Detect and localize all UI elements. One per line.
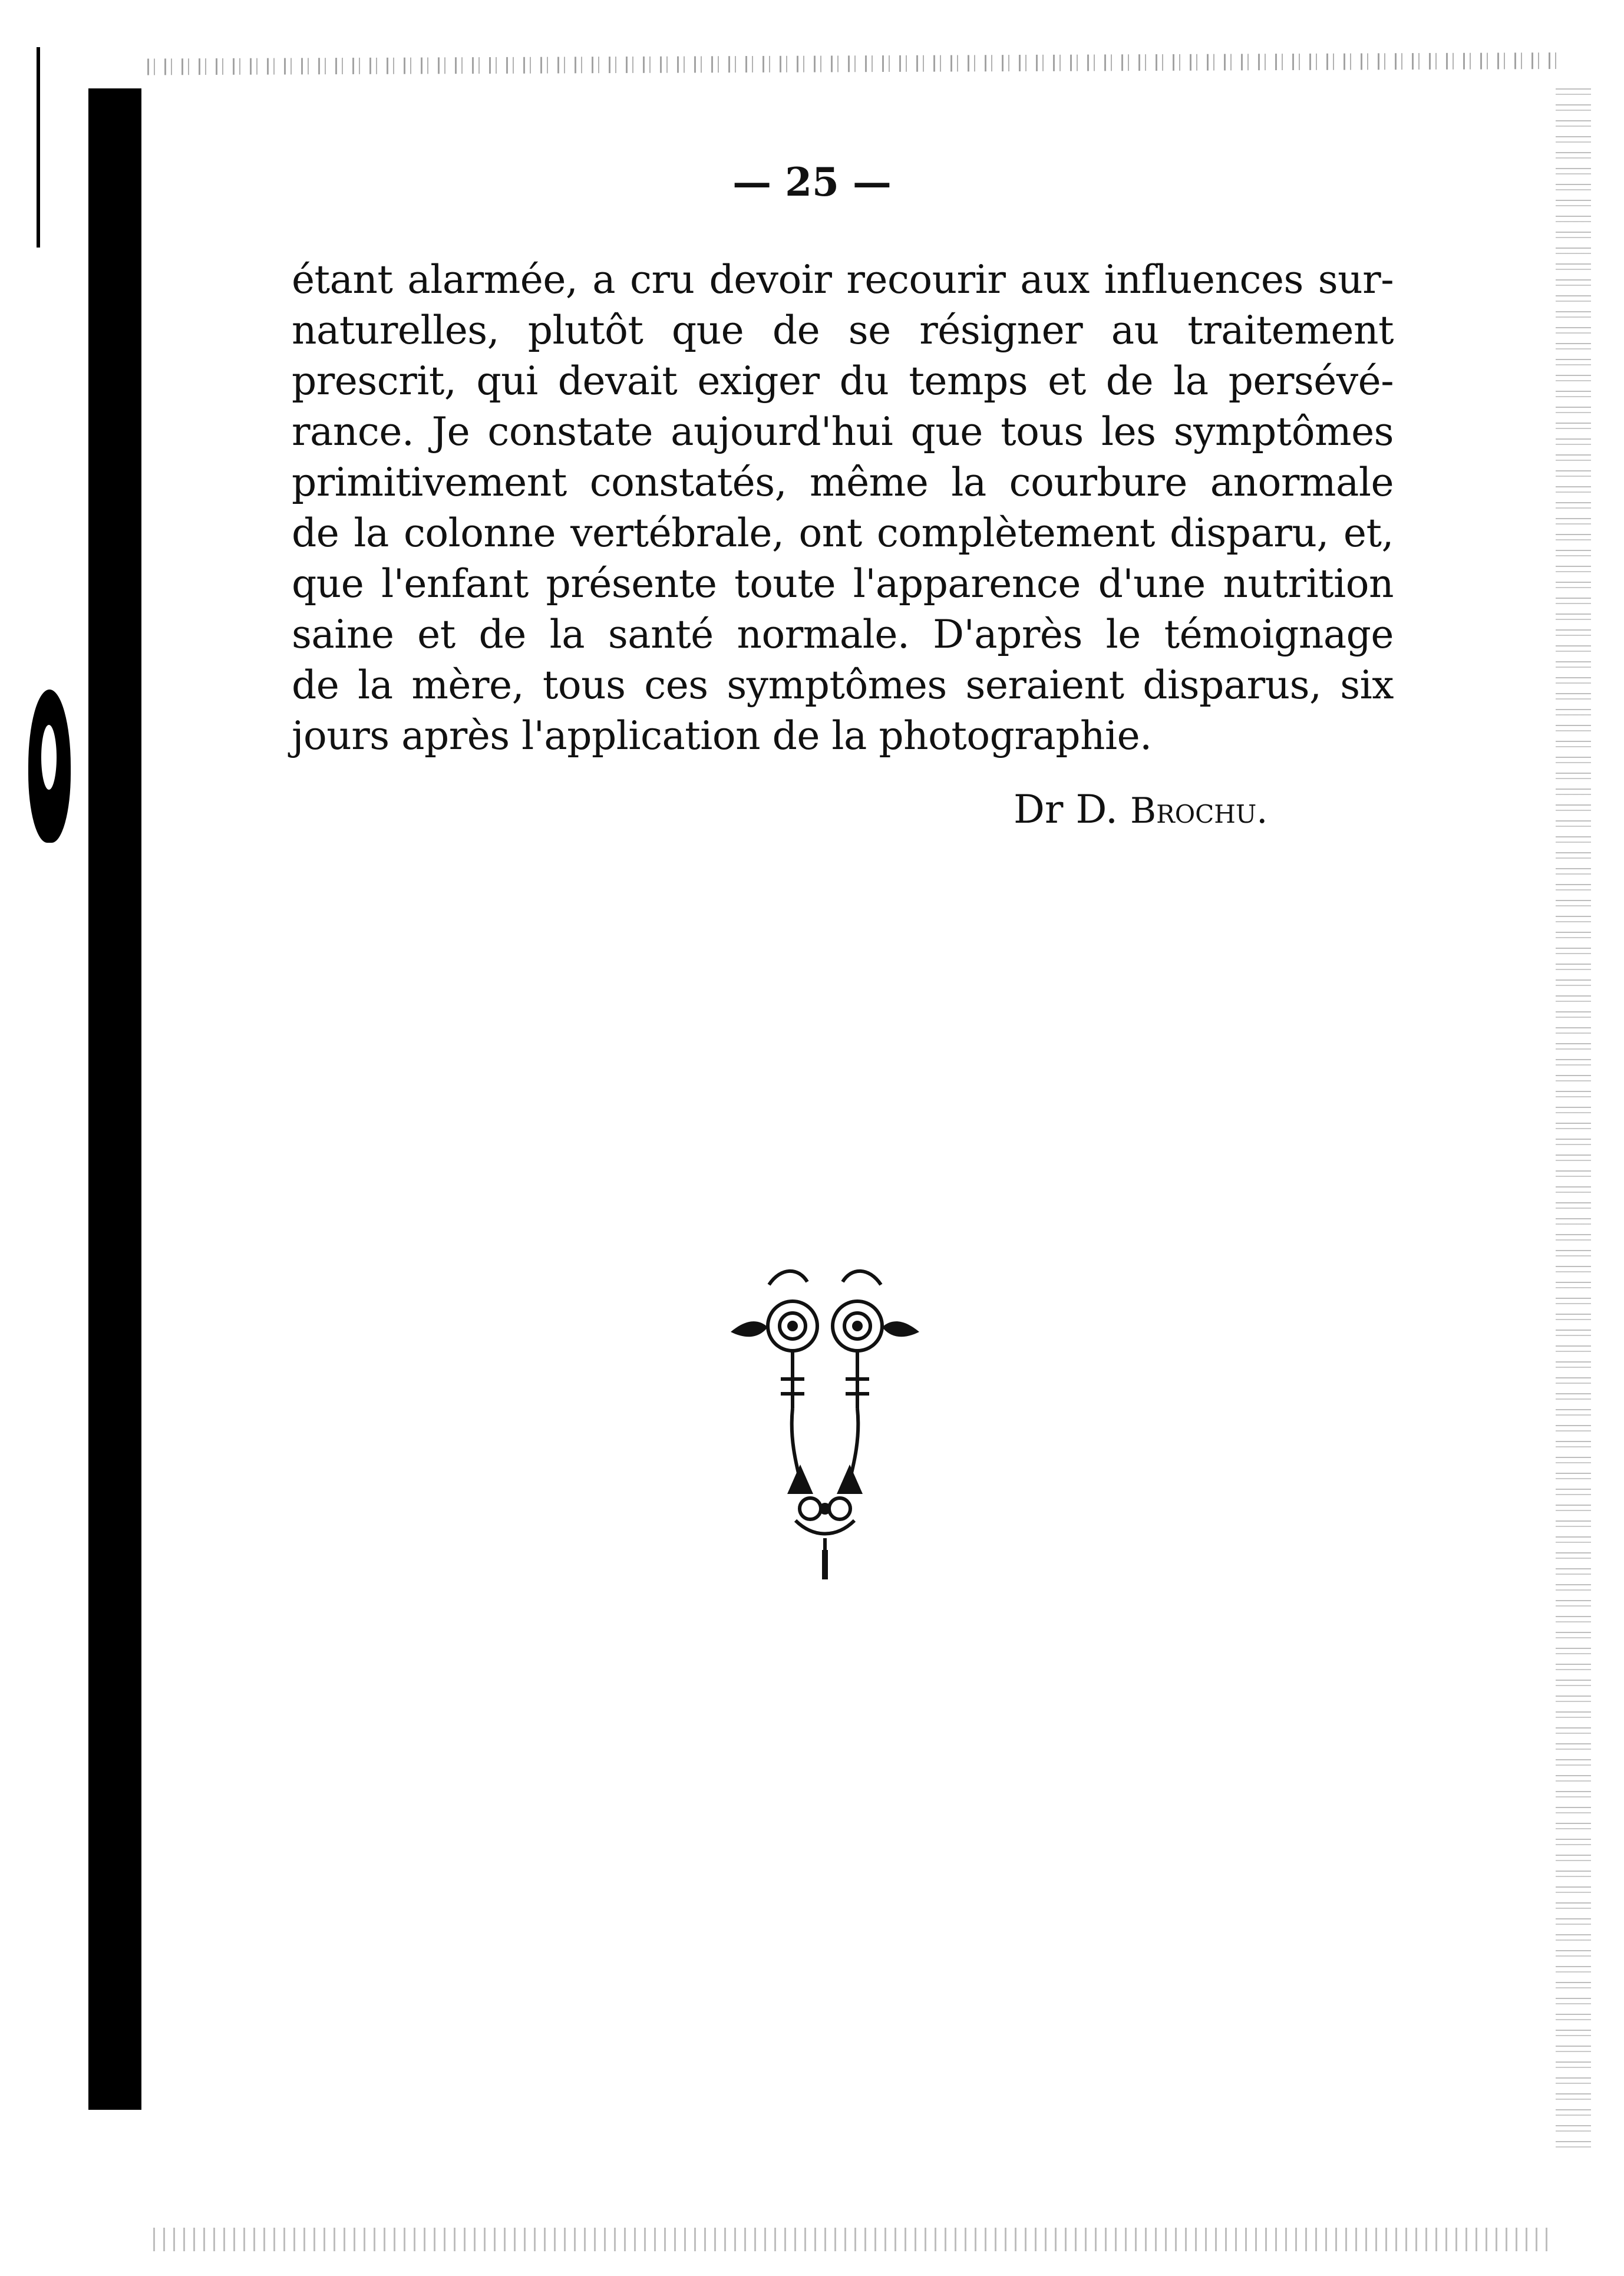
paragraph-line: de la colonne vertébrale, ont complètement disparu, et, (292, 510, 1394, 556)
binding-margin-mark (37, 47, 40, 248)
scan-noise-bottom (153, 2228, 1556, 2251)
paragraph-line: jours après l'application de la photographie. (292, 713, 1152, 758)
paragraph-line: rance. Je constate aujourd'hui que tous les symptômes (292, 409, 1394, 454)
paragraph-line: de la mère, tous ces symptômes seraient disparus, six (292, 662, 1394, 708)
page-number: — 25 — (732, 159, 892, 205)
scan-noise-right (1556, 88, 1591, 2151)
paragraph-line: primitivement constatés, même la courbure anormale (292, 460, 1394, 505)
paragraph-line: étant alarmée, a cru devoir recourir aux influences sur- (292, 257, 1394, 302)
paragraph-line: que l'enfant présente toute l'apparence d'une nutrition (292, 561, 1394, 606)
body-paragraph (292, 255, 1394, 761)
binding-blot (28, 690, 71, 843)
signature-prefix: Dr D. (1014, 787, 1118, 832)
paragraph-line: saine et de la santé normale. D'après le témoignage (292, 612, 1394, 657)
paragraph-line: prescrit, qui devait exiger du temps et de la persévé- (292, 358, 1394, 404)
binding-shadow (88, 88, 141, 2110)
paragraph-line: naturelles, plutôt que de se résigner au traitement (292, 308, 1394, 353)
floral-tailpiece-icon (725, 1261, 925, 1579)
signature (1014, 787, 1267, 832)
scan-noise-top (147, 44, 1562, 85)
signature-name: Brochu. (1130, 790, 1268, 832)
